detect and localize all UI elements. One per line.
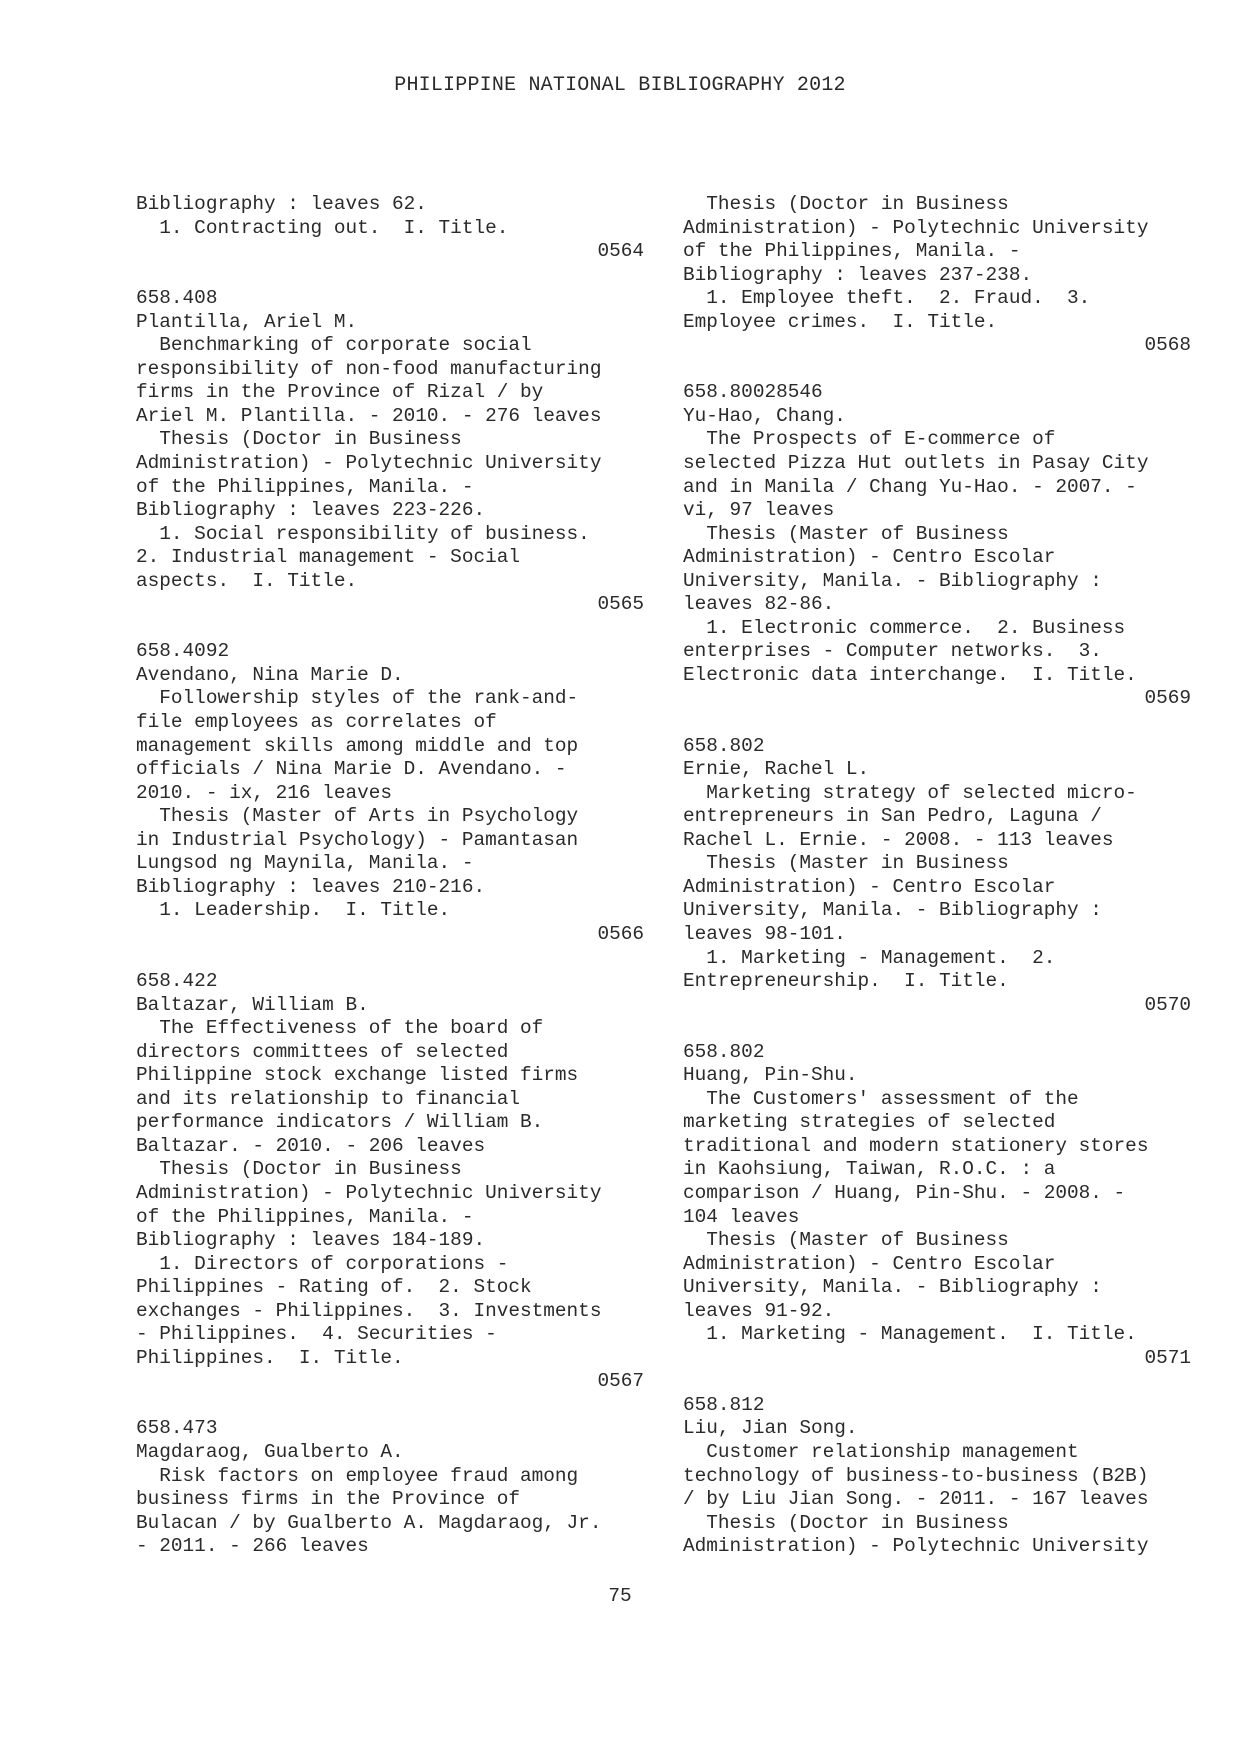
text-line: Rachel L. Ernie. - 2008. - 113 leaves bbox=[683, 828, 1114, 851]
text-line: University, Manila. - Bibliography : bbox=[683, 569, 1102, 592]
text-line: Philippines. I. Title. bbox=[136, 1346, 404, 1369]
text-line: Huang, Pin-Shu. bbox=[683, 1064, 858, 1087]
text-line: Baltazar. - 2010. - 206 leaves bbox=[136, 1134, 486, 1157]
text-line: Followership styles of the rank-and- bbox=[136, 687, 579, 710]
text-line: performance indicators / William B. bbox=[136, 1111, 544, 1134]
text-line: aspects. I. Title. bbox=[136, 569, 358, 592]
entry-number: 0564 bbox=[597, 240, 644, 263]
text-line: Magdaraog, Gualberto A. bbox=[136, 1440, 404, 1463]
text-line: 1. Leadership. I. Title. bbox=[136, 899, 451, 922]
entry-number: 0571 bbox=[1144, 1346, 1191, 1369]
text-line: entrepreneurs in San Pedro, Laguna / bbox=[683, 805, 1102, 828]
text-line: of the Philippines, Manila. - bbox=[136, 475, 474, 498]
text-line: 658.422 bbox=[136, 970, 218, 993]
text-line: Administration) - Centro Escolar bbox=[683, 1252, 1056, 1275]
text-line: Yu-Hao, Chang. bbox=[683, 404, 846, 427]
text-line: file employees as correlates of bbox=[136, 711, 497, 734]
text-line: vi, 97 leaves bbox=[683, 499, 835, 522]
text-line: 658.802 bbox=[683, 1040, 765, 1063]
blank-line bbox=[136, 1394, 650, 1418]
text-line: 1. Electronic commerce. 2. Business bbox=[683, 616, 1126, 639]
text-line: 104 leaves bbox=[683, 1205, 800, 1228]
text-line: Thesis (Master in Business bbox=[683, 852, 1009, 875]
text-line: Entrepreneurship. I. Title. bbox=[683, 970, 1009, 993]
text-line: exchanges - Philippines. 3. Investments bbox=[136, 1299, 602, 1322]
right-column bbox=[683, 193, 1197, 1559]
blank-line bbox=[683, 1370, 1197, 1394]
text-line: The Customers' assessment of the bbox=[683, 1087, 1079, 1110]
text-line: Thesis (Master of Business bbox=[683, 1229, 1009, 1252]
text-line: Marketing strategy of selected micro- bbox=[683, 781, 1137, 804]
text-line: 658.408 bbox=[136, 287, 218, 310]
text-line: comparison / Huang, Pin-Shu. - 2008. - bbox=[683, 1181, 1126, 1204]
text-line: The Effectiveness of the board of bbox=[136, 1017, 544, 1040]
text-line: Baltazar, William B. bbox=[136, 993, 369, 1016]
text-line: 2. Industrial management - Social bbox=[136, 546, 520, 569]
text-line: 1. Contracting out. I. Title. bbox=[136, 216, 509, 239]
text-line: Bibliography : leaves 184-189. bbox=[136, 1229, 486, 1252]
text-line: Philippine stock exchange listed firms bbox=[136, 1064, 579, 1087]
text-line: of the Philippines, Manila. - bbox=[683, 240, 1021, 263]
text-line: firms in the Province of Rizal / by bbox=[136, 381, 544, 404]
text-line: Thesis (Doctor in Business bbox=[683, 1511, 1009, 1534]
text-line: Thesis (Doctor in Business bbox=[136, 1158, 462, 1181]
text-line: Ariel M. Plantilla. - 2010. - 276 leaves bbox=[136, 404, 602, 427]
text-line: Risk factors on employee fraud among bbox=[136, 1464, 579, 1487]
text-line: Administration) - Polytechnic University bbox=[136, 1181, 602, 1204]
entry-number: 0568 bbox=[1144, 334, 1191, 357]
text-line: Bulacan / by Gualberto A. Magdaraog, Jr. bbox=[136, 1511, 602, 1534]
text-line: Thesis (Doctor in Business bbox=[136, 428, 462, 451]
text-line: The Prospects of E-commerce of bbox=[683, 428, 1056, 451]
text-line: directors committees of selected bbox=[136, 1040, 509, 1063]
blank-line bbox=[683, 358, 1197, 382]
text-line: selected Pizza Hut outlets in Pasay City bbox=[683, 452, 1149, 475]
text-line: Employee crimes. I. Title. bbox=[683, 310, 998, 333]
text-line: traditional and modern stationery stores bbox=[683, 1134, 1149, 1157]
text-line: business firms in the Province of bbox=[136, 1488, 520, 1511]
text-line: 1. Directors of corporations - bbox=[136, 1252, 509, 1275]
text-line: Plantilla, Ariel M. bbox=[136, 310, 358, 333]
blank-line bbox=[683, 711, 1197, 735]
text-line: and in Manila / Chang Yu-Hao. - 2007. - bbox=[683, 475, 1137, 498]
text-line: Administration) - Centro Escolar bbox=[683, 546, 1056, 569]
text-line: 1. Social responsibility of business. bbox=[136, 522, 590, 545]
text-line: Bibliography : leaves 237-238. bbox=[683, 263, 1033, 286]
blank-line bbox=[136, 617, 650, 641]
text-line: in Kaohsiung, Taiwan, R.O.C. : a bbox=[683, 1158, 1056, 1181]
text-line: leaves 91-92. bbox=[683, 1299, 835, 1322]
entry-number: 0569 bbox=[1144, 687, 1191, 710]
text-line: Ernie, Rachel L. bbox=[683, 758, 870, 781]
entry-number: 0567 bbox=[597, 1370, 644, 1393]
text-line: in Industrial Psychology) - Pamantasan bbox=[136, 828, 579, 851]
text-line: Liu, Jian Song. bbox=[683, 1417, 858, 1440]
text-line: leaves 98-101. bbox=[683, 922, 846, 945]
text-line: 658.4092 bbox=[136, 640, 230, 663]
text-line: leaves 82-86. bbox=[683, 593, 835, 616]
text-line: Customer relationship management bbox=[683, 1440, 1079, 1463]
blank-line bbox=[136, 947, 650, 971]
text-line: Thesis (Master of Business bbox=[683, 522, 1009, 545]
text-line: - 2011. - 266 leaves bbox=[136, 1535, 369, 1558]
entry-number: 0566 bbox=[597, 922, 644, 945]
text-line: Electronic data interchange. I. Title. bbox=[683, 663, 1137, 686]
text-line: 658.473 bbox=[136, 1417, 218, 1440]
blank-line bbox=[136, 264, 650, 288]
text-line: 658.812 bbox=[683, 1393, 765, 1416]
text-line: Bibliography : leaves 223-226. bbox=[136, 499, 486, 522]
text-line: technology of business-to-business (B2B) bbox=[683, 1464, 1149, 1487]
text-line: and its relationship to financial bbox=[136, 1087, 520, 1110]
text-line: 1. Employee theft. 2. Fraud. 3. bbox=[683, 287, 1091, 310]
text-line: 2010. - ix, 216 leaves bbox=[136, 781, 392, 804]
text-line: / by Liu Jian Song. - 2011. - 167 leaves bbox=[683, 1488, 1149, 1511]
text-line: 658.80028546 bbox=[683, 381, 823, 404]
text-line: enterprises - Computer networks. 3. bbox=[683, 640, 1102, 663]
text-line: Administration) - Polytechnic University bbox=[136, 452, 602, 475]
text-line: of the Philippines, Manila. - bbox=[136, 1205, 474, 1228]
text-line: University, Manila. - Bibliography : bbox=[683, 1276, 1102, 1299]
page-header: PHILIPPINE NATIONAL BIBLIOGRAPHY 2012 bbox=[394, 74, 846, 97]
text-line: 1. Marketing - Management. I. Title. bbox=[683, 1323, 1137, 1346]
text-line: Avendano, Nina Marie D. bbox=[136, 663, 404, 686]
left-column bbox=[136, 193, 650, 1559]
entry-number: 0570 bbox=[1144, 993, 1191, 1016]
text-line: marketing strategies of selected bbox=[683, 1111, 1056, 1134]
text-line: Lungsod ng Maynila, Manila. - bbox=[136, 852, 474, 875]
text-line: officials / Nina Marie D. Avendano. - bbox=[136, 758, 567, 781]
text-line: Administration) - Polytechnic University bbox=[683, 1535, 1149, 1558]
text-line: Thesis (Master of Arts in Psychology bbox=[136, 805, 579, 828]
blank-line bbox=[683, 1017, 1197, 1041]
text-line: Thesis (Doctor in Business bbox=[683, 193, 1009, 215]
text-line: management skills among middle and top bbox=[136, 734, 579, 757]
text-line: Philippines - Rating of. 2. Stock bbox=[136, 1276, 532, 1299]
text-line: Benchmarking of corporate social bbox=[136, 334, 532, 357]
text-line: 658.802 bbox=[683, 734, 765, 757]
text-line: Bibliography : leaves 62. bbox=[136, 193, 427, 215]
text-line: - Philippines. 4. Securities - bbox=[136, 1323, 497, 1346]
text-line: Administration) - Centro Escolar bbox=[683, 875, 1056, 898]
text-line: responsibility of non-food manufacturing bbox=[136, 357, 602, 380]
text-line: University, Manila. - Bibliography : bbox=[683, 899, 1102, 922]
entry-number: 0565 bbox=[597, 593, 644, 616]
text-line: Bibliography : leaves 210-216. bbox=[136, 875, 486, 898]
page-number: 75 bbox=[608, 1585, 632, 1607]
text-line: 1. Marketing - Management. 2. bbox=[683, 946, 1056, 969]
text-line: Administration) - Polytechnic University bbox=[683, 216, 1149, 239]
